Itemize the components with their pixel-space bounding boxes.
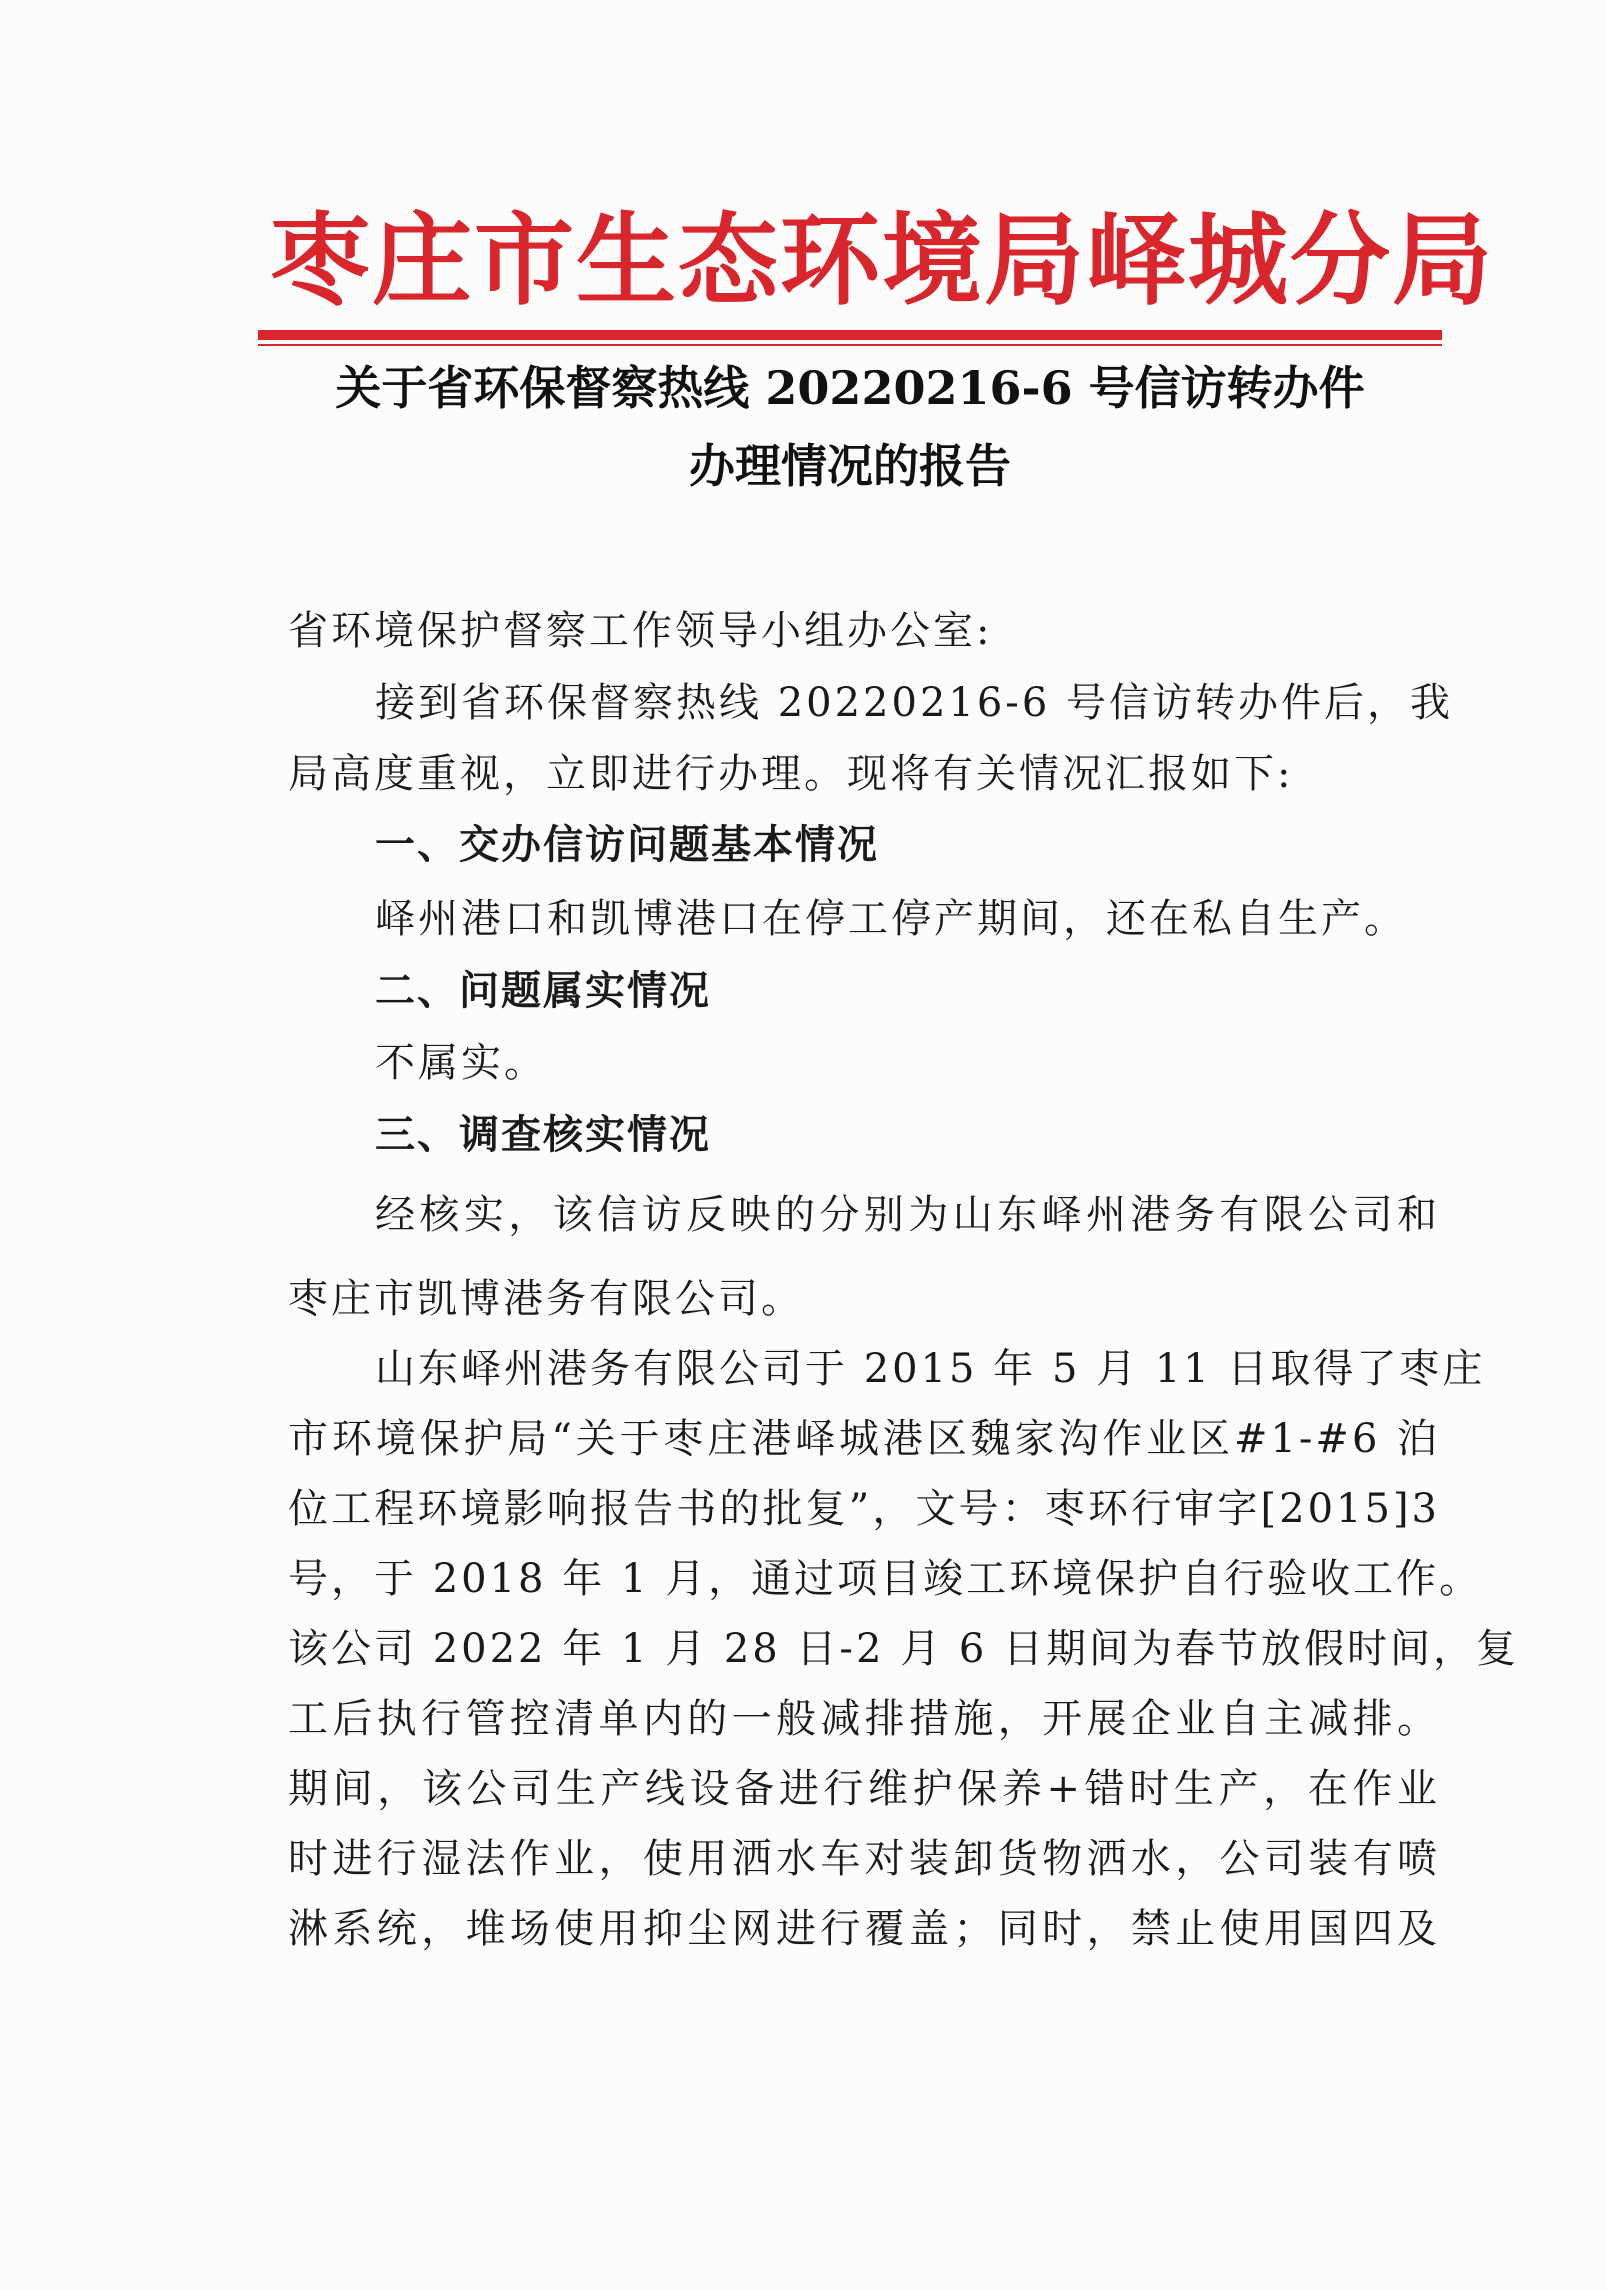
section-2-text: 不属实。 [375, 1040, 547, 1086]
letterhead-red-rule-thin [258, 344, 1442, 346]
section-3-para-2-line-9: 淋系统，堆场使用抑尘网进行覆盖；同时，禁止使用国四及 [288, 1906, 1440, 1952]
intro-line-2: 局高度重视，立即进行办理。现将有关情况汇报如下: [288, 751, 1294, 797]
intro-line-1: 接到省环保督察热线 20220216-6 号信访转办件后，我 [375, 680, 1453, 726]
document-title-line-2: 办理情况的报告 [689, 439, 1011, 493]
section-3-para-2-line-3: 位工程环境影响报告书的批复”，文号：枣环行审字[2015]3 [288, 1486, 1440, 1532]
section-2-heading: 二、问题属实情况 [375, 968, 711, 1014]
section-3-para-2-line-4: 号，于 2018 年 1 月，通过项目竣工环境保护自行验收工作。 [288, 1556, 1483, 1602]
section-3-heading: 三、调查核实情况 [375, 1112, 711, 1158]
section-3-para-1-line-1: 经核实，该信访反映的分别为山东峄州港务有限公司和 [375, 1192, 1440, 1238]
document-title-line-1: 关于省环保督察热线 20220216-6 号信访转办件 [335, 361, 1365, 415]
section-3-para-2-line-6: 工后执行管控清单内的一般减排措施，开展企业自主减排。 [288, 1696, 1440, 1742]
salutation: 省环境保护督察工作领导小组办公室: [288, 608, 993, 654]
letterhead-red-rule [258, 330, 1442, 340]
section-3-para-2-line-1: 山东峄州港务有限公司于 2015 年 5 月 11 日取得了枣庄 [375, 1346, 1486, 1392]
section-3-para-1-line-2: 枣庄市凯博港务有限公司。 [288, 1276, 804, 1322]
section-3-para-2-line-2: 市环境保护局“关于枣庄港峄城港区魏家沟作业区#1-#6 泊 [288, 1416, 1440, 1462]
section-1-text: 峄州港口和凯博港口在停工停产期间，还在私自生产。 [375, 896, 1407, 942]
section-1-heading: 一、交办信访问题基本情况 [375, 822, 879, 868]
section-3-para-2-line-8: 时进行湿法作业，使用洒水车对装卸货物洒水，公司装有喷 [288, 1836, 1440, 1882]
section-3-para-2-line-5: 该公司 2022 年 1 月 28 日-2 月 6 日期间为春节放假时间，复 [288, 1626, 1519, 1672]
letterhead-org-name: 枣庄市生态环境局峄城分局 [270, 201, 1494, 319]
section-3-para-2-line-7: 期间，该公司生产线设备进行维护保养+错时生产，在作业 [288, 1766, 1440, 1812]
